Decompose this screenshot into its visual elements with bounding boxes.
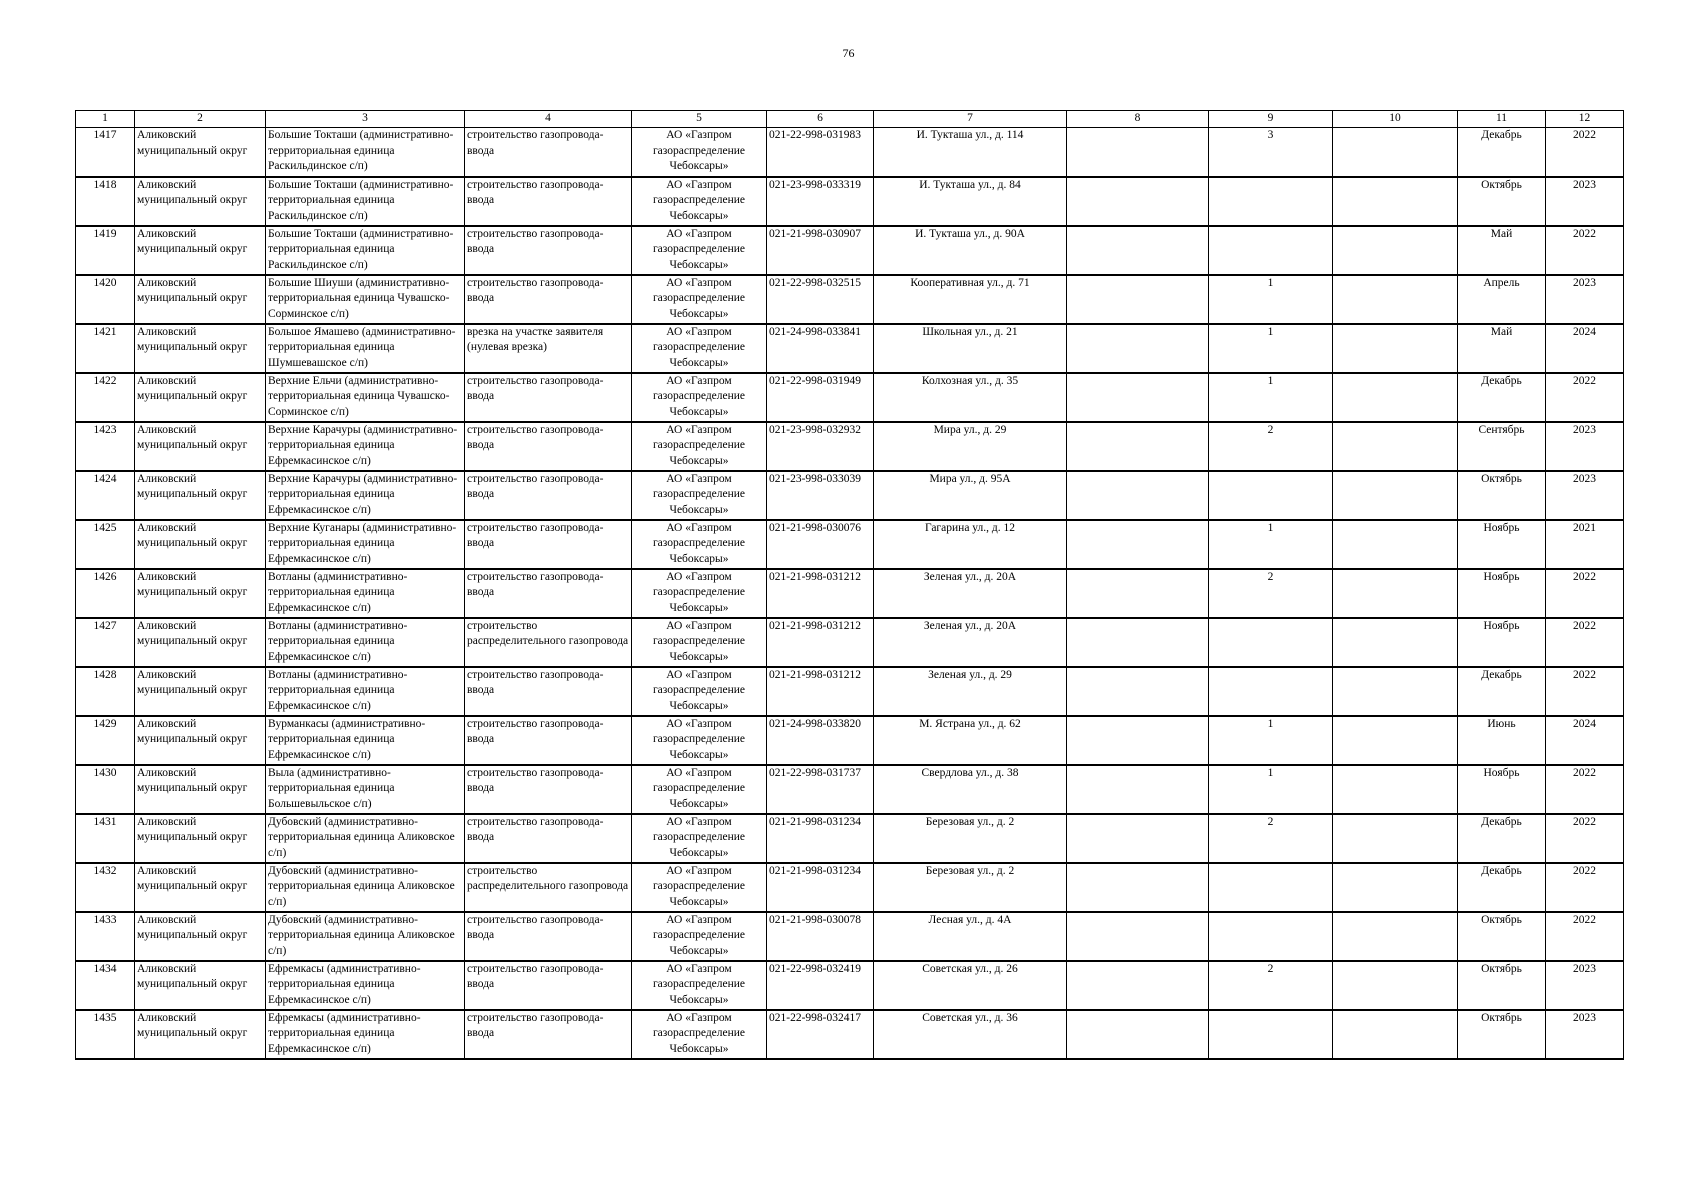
settlement-cell: Большое Ямашево (административно-территориальная единица Шумшевашское с/п) <box>266 324 465 373</box>
row-number-cell: 1424 <box>76 471 135 520</box>
organization-cell: АО «Газпром газораспределение Чебоксары» <box>632 128 767 177</box>
column-8-cell <box>1067 814 1209 863</box>
table-header <box>76 111 1624 128</box>
column-9-cell: 1 <box>1209 373 1333 422</box>
month-cell: Декабрь <box>1458 667 1546 716</box>
settlement-cell: Ефремкасы (административно-территориальная единица Ефремкасинское с/п) <box>266 1010 465 1059</box>
municipality-cell: Аликовский муниципальный округ <box>135 422 266 471</box>
row-number-cell: 1429 <box>76 716 135 765</box>
column-header-10: 10 <box>1333 111 1458 128</box>
column-9-cell: 1 <box>1209 520 1333 569</box>
table-row <box>76 569 1624 618</box>
column-header-8: 8 <box>1067 111 1209 128</box>
month-cell: Апрель <box>1458 275 1546 324</box>
column-8-cell <box>1067 177 1209 226</box>
column-9-cell: 3 <box>1209 128 1333 177</box>
settlement-cell: Большие Токташи (административно-территориальная единица Раскильдинское с/п) <box>266 128 465 177</box>
work-type-cell: строительство газопровода-ввода <box>465 569 632 618</box>
month-cell: Май <box>1458 226 1546 275</box>
month-cell: Октябрь <box>1458 912 1546 961</box>
organization-cell: АО «Газпром газораспределение Чебоксары» <box>632 471 767 520</box>
table-row <box>76 324 1624 373</box>
column-10-cell <box>1333 422 1458 471</box>
column-10-cell <box>1333 716 1458 765</box>
settlement-cell: Верхние Карачуры (административно-территориальная единица Ефремкасинское с/п) <box>266 471 465 520</box>
year-cell: 2024 <box>1546 716 1624 765</box>
work-type-cell: строительство газопровода-ввода <box>465 471 632 520</box>
organization-cell: АО «Газпром газораспределение Чебоксары» <box>632 226 767 275</box>
settlement-cell: Верхние Ельчи (административно-территориальная единица Чувашско-Сорминское с/п) <box>266 373 465 422</box>
column-header-12: 12 <box>1546 111 1624 128</box>
address-cell: М. Ястрана ул., д. 62 <box>874 716 1067 765</box>
year-cell: 2022 <box>1546 667 1624 716</box>
municipality-cell: Аликовский муниципальный округ <box>135 177 266 226</box>
organization-cell: АО «Газпром газораспределение Чебоксары» <box>632 618 767 667</box>
application-number-cell: 021-21-998-031234 <box>767 814 874 863</box>
work-type-cell: строительство газопровода-ввода <box>465 814 632 863</box>
municipality-cell: Аликовский муниципальный округ <box>135 618 266 667</box>
row-number-cell: 1425 <box>76 520 135 569</box>
row-number-cell: 1432 <box>76 863 135 912</box>
column-9-cell: 2 <box>1209 569 1333 618</box>
application-number-cell: 021-23-998-032932 <box>767 422 874 471</box>
address-cell: Березовая ул., д. 2 <box>874 814 1067 863</box>
row-number-cell: 1428 <box>76 667 135 716</box>
application-number-cell: 021-22-998-031737 <box>767 765 874 814</box>
column-9-cell <box>1209 912 1333 961</box>
work-type-cell: строительство газопровода-ввода <box>465 422 632 471</box>
column-10-cell <box>1333 618 1458 667</box>
year-cell: 2022 <box>1546 618 1624 667</box>
column-header-9: 9 <box>1209 111 1333 128</box>
row-number-cell: 1422 <box>76 373 135 422</box>
address-cell: Мира ул., д. 29 <box>874 422 1067 471</box>
column-9-cell: 1 <box>1209 324 1333 373</box>
table-row <box>76 765 1624 814</box>
table-row <box>76 471 1624 520</box>
table-row <box>76 373 1624 422</box>
year-cell: 2023 <box>1546 961 1624 1010</box>
work-type-cell: строительство газопровода-ввода <box>465 275 632 324</box>
settlement-cell: Выла (административно-территориальная единица Большевыльское с/п) <box>266 765 465 814</box>
organization-cell: АО «Газпром газораспределение Чебоксары» <box>632 422 767 471</box>
work-type-cell: строительство газопровода-ввода <box>465 667 632 716</box>
month-cell: Май <box>1458 324 1546 373</box>
organization-cell: АО «Газпром газораспределение Чебоксары» <box>632 814 767 863</box>
application-number-cell: 021-22-998-031949 <box>767 373 874 422</box>
organization-cell: АО «Газпром газораспределение Чебоксары» <box>632 716 767 765</box>
address-cell: Лесная ул., д. 4А <box>874 912 1067 961</box>
column-8-cell <box>1067 569 1209 618</box>
column-header-1: 1 <box>76 111 135 128</box>
application-number-cell: 021-24-998-033820 <box>767 716 874 765</box>
column-header-11: 11 <box>1458 111 1546 128</box>
organization-cell: АО «Газпром газораспределение Чебоксары» <box>632 373 767 422</box>
column-9-cell <box>1209 618 1333 667</box>
address-cell: И. Тукташа ул., д. 84 <box>874 177 1067 226</box>
organization-cell: АО «Газпром газораспределение Чебоксары» <box>632 1010 767 1059</box>
column-8-cell <box>1067 324 1209 373</box>
settlement-cell: Дубовский (административно-территориальная единица Аликовское с/п) <box>266 912 465 961</box>
column-header-3: 3 <box>266 111 465 128</box>
year-cell: 2022 <box>1546 863 1624 912</box>
row-number-cell: 1418 <box>76 177 135 226</box>
table-row <box>76 961 1624 1010</box>
application-number-cell: 021-21-998-031212 <box>767 667 874 716</box>
column-header-4: 4 <box>465 111 632 128</box>
table-row <box>76 1010 1624 1059</box>
work-type-cell: строительство газопровода-ввода <box>465 912 632 961</box>
column-9-cell <box>1209 226 1333 275</box>
table-row <box>76 667 1624 716</box>
year-cell: 2022 <box>1546 128 1624 177</box>
year-cell: 2022 <box>1546 569 1624 618</box>
column-9-cell: 2 <box>1209 814 1333 863</box>
municipality-cell: Аликовский муниципальный округ <box>135 471 266 520</box>
column-8-cell <box>1067 716 1209 765</box>
organization-cell: АО «Газпром газораспределение Чебоксары» <box>632 667 767 716</box>
work-type-cell: строительство газопровода-ввода <box>465 520 632 569</box>
application-number-cell: 021-22-998-031983 <box>767 128 874 177</box>
settlement-cell: Верхние Куганары (административно-территориальная единица Ефремкасинское с/п) <box>266 520 465 569</box>
address-cell: Зеленая ул., д. 20А <box>874 569 1067 618</box>
address-cell: Мира ул., д. 95А <box>874 471 1067 520</box>
month-cell: Октябрь <box>1458 1010 1546 1059</box>
table-row <box>76 618 1624 667</box>
year-cell: 2022 <box>1546 912 1624 961</box>
municipality-cell: Аликовский муниципальный округ <box>135 569 266 618</box>
application-number-cell: 021-22-998-032515 <box>767 275 874 324</box>
municipality-cell: Аликовский муниципальный округ <box>135 226 266 275</box>
row-number-cell: 1423 <box>76 422 135 471</box>
municipality-cell: Аликовский муниципальный округ <box>135 275 266 324</box>
column-8-cell <box>1067 422 1209 471</box>
column-8-cell <box>1067 667 1209 716</box>
column-9-cell: 2 <box>1209 422 1333 471</box>
application-number-cell: 021-21-998-031212 <box>767 569 874 618</box>
table-row <box>76 814 1624 863</box>
column-8-cell <box>1067 765 1209 814</box>
settlement-cell: Дубовский (административно-территориальная единица Аликовское с/п) <box>266 814 465 863</box>
work-type-cell: врезка на участке заявителя (нулевая врезка) <box>465 324 632 373</box>
application-number-cell: 021-21-998-031234 <box>767 863 874 912</box>
settlement-cell: Дубовский (административно-территориальная единица Аликовское с/п) <box>266 863 465 912</box>
table-row <box>76 912 1624 961</box>
application-number-cell: 021-22-998-032417 <box>767 1010 874 1059</box>
year-cell: 2021 <box>1546 520 1624 569</box>
work-type-cell: строительство газопровода-ввода <box>465 765 632 814</box>
month-cell: Декабрь <box>1458 373 1546 422</box>
column-9-cell <box>1209 667 1333 716</box>
column-10-cell <box>1333 863 1458 912</box>
municipality-cell: Аликовский муниципальный округ <box>135 1010 266 1059</box>
column-10-cell <box>1333 912 1458 961</box>
month-cell: Июнь <box>1458 716 1546 765</box>
organization-cell: АО «Газпром газораспределение Чебоксары» <box>632 520 767 569</box>
table-row <box>76 275 1624 324</box>
column-header-5: 5 <box>632 111 767 128</box>
address-cell: Зеленая ул., д. 20А <box>874 618 1067 667</box>
row-number-cell: 1419 <box>76 226 135 275</box>
month-cell: Ноябрь <box>1458 618 1546 667</box>
column-10-cell <box>1333 177 1458 226</box>
organization-cell: АО «Газпром газораспределение Чебоксары» <box>632 275 767 324</box>
column-9-cell: 1 <box>1209 765 1333 814</box>
month-cell: Сентябрь <box>1458 422 1546 471</box>
work-type-cell: строительство газопровода-ввода <box>465 226 632 275</box>
municipality-cell: Аликовский муниципальный округ <box>135 128 266 177</box>
organization-cell: АО «Газпром газораспределение Чебоксары» <box>632 765 767 814</box>
month-cell: Декабрь <box>1458 863 1546 912</box>
year-cell: 2022 <box>1546 814 1624 863</box>
municipality-cell: Аликовский муниципальный округ <box>135 814 266 863</box>
application-number-cell: 021-21-998-030907 <box>767 226 874 275</box>
column-10-cell <box>1333 324 1458 373</box>
month-cell: Октябрь <box>1458 471 1546 520</box>
settlement-cell: Большие Шиуши (административно-территориальная единица Чувашско-Сорминское с/п) <box>266 275 465 324</box>
month-cell: Октябрь <box>1458 177 1546 226</box>
column-8-cell <box>1067 373 1209 422</box>
application-number-cell: 021-21-998-030078 <box>767 912 874 961</box>
column-8-cell <box>1067 618 1209 667</box>
application-number-cell: 021-24-998-033841 <box>767 324 874 373</box>
address-cell: Школьная ул., д. 21 <box>874 324 1067 373</box>
column-9-cell: 1 <box>1209 275 1333 324</box>
data-table <box>75 110 1624 1060</box>
column-9-cell <box>1209 471 1333 520</box>
column-8-cell <box>1067 863 1209 912</box>
column-8-cell <box>1067 912 1209 961</box>
settlement-cell: Ефремкасы (административно-территориальная единица Ефремкасинское с/п) <box>266 961 465 1010</box>
page-number: 76 <box>842 46 855 60</box>
table-row <box>76 863 1624 912</box>
column-10-cell <box>1333 520 1458 569</box>
municipality-cell: Аликовский муниципальный округ <box>135 520 266 569</box>
month-cell: Декабрь <box>1458 128 1546 177</box>
column-10-cell <box>1333 128 1458 177</box>
municipality-cell: Аликовский муниципальный округ <box>135 667 266 716</box>
year-cell: 2022 <box>1546 373 1624 422</box>
column-9-cell: 2 <box>1209 961 1333 1010</box>
row-number-cell: 1420 <box>76 275 135 324</box>
organization-cell: АО «Газпром газораспределение Чебоксары» <box>632 863 767 912</box>
address-cell: И. Тукташа ул., д. 90А <box>874 226 1067 275</box>
year-cell: 2023 <box>1546 275 1624 324</box>
column-8-cell <box>1067 226 1209 275</box>
municipality-cell: Аликовский муниципальный округ <box>135 912 266 961</box>
settlement-cell: Большие Токташи (административно-территориальная единица Раскильдинское с/п) <box>266 177 465 226</box>
column-10-cell <box>1333 814 1458 863</box>
work-type-cell: строительство газопровода-ввода <box>465 961 632 1010</box>
settlement-cell: Вотланы (административно-территориальная единица Ефремкасинское с/п) <box>266 667 465 716</box>
year-cell: 2023 <box>1546 1010 1624 1059</box>
work-type-cell: строительство газопровода-ввода <box>465 716 632 765</box>
column-8-cell <box>1067 128 1209 177</box>
column-10-cell <box>1333 1010 1458 1059</box>
column-9-cell: 1 <box>1209 716 1333 765</box>
municipality-cell: Аликовский муниципальный округ <box>135 961 266 1010</box>
work-type-cell: строительство распределительного газопровода <box>465 618 632 667</box>
organization-cell: АО «Газпром газораспределение Чебоксары» <box>632 324 767 373</box>
settlement-cell: Большие Токташи (административно-территориальная единица Раскильдинское с/п) <box>266 226 465 275</box>
organization-cell: АО «Газпром газораспределение Чебоксары» <box>632 569 767 618</box>
address-cell: Кооперативная ул., д. 71 <box>874 275 1067 324</box>
month-cell: Декабрь <box>1458 814 1546 863</box>
table-row <box>76 128 1624 177</box>
column-10-cell <box>1333 471 1458 520</box>
column-header-6: 6 <box>767 111 874 128</box>
table-row <box>76 422 1624 471</box>
column-8-cell <box>1067 1010 1209 1059</box>
work-type-cell: строительство распределительного газопровода <box>465 863 632 912</box>
settlement-cell: Верхние Карачуры (административно-территориальная единица Ефремкасинское с/п) <box>266 422 465 471</box>
row-number-cell: 1434 <box>76 961 135 1010</box>
address-cell: Свердлова ул., д. 38 <box>874 765 1067 814</box>
column-8-cell <box>1067 471 1209 520</box>
column-8-cell <box>1067 961 1209 1010</box>
organization-cell: АО «Газпром газораспределение Чебоксары» <box>632 177 767 226</box>
row-number-cell: 1427 <box>76 618 135 667</box>
application-number-cell: 021-21-998-031212 <box>767 618 874 667</box>
row-number-cell: 1430 <box>76 765 135 814</box>
year-cell: 2022 <box>1546 765 1624 814</box>
work-type-cell: строительство газопровода-ввода <box>465 1010 632 1059</box>
application-number-cell: 021-23-998-033319 <box>767 177 874 226</box>
municipality-cell: Аликовский муниципальный округ <box>135 324 266 373</box>
table-row <box>76 226 1624 275</box>
column-9-cell <box>1209 863 1333 912</box>
table-row <box>76 177 1624 226</box>
row-number-cell: 1417 <box>76 128 135 177</box>
application-number-cell: 021-22-998-032419 <box>767 961 874 1010</box>
column-8-cell <box>1067 520 1209 569</box>
row-number-cell: 1435 <box>76 1010 135 1059</box>
column-10-cell <box>1333 961 1458 1010</box>
year-cell: 2024 <box>1546 324 1624 373</box>
address-cell: Зеленая ул., д. 29 <box>874 667 1067 716</box>
row-number-cell: 1433 <box>76 912 135 961</box>
month-cell: Октябрь <box>1458 961 1546 1010</box>
application-number-cell: 021-21-998-030076 <box>767 520 874 569</box>
column-8-cell <box>1067 275 1209 324</box>
year-cell: 2023 <box>1546 471 1624 520</box>
address-cell: Колхозная ул., д. 35 <box>874 373 1067 422</box>
column-9-cell <box>1209 1010 1333 1059</box>
organization-cell: АО «Газпром газораспределение Чебоксары» <box>632 961 767 1010</box>
column-10-cell <box>1333 765 1458 814</box>
table-row <box>76 716 1624 765</box>
municipality-cell: Аликовский муниципальный округ <box>135 373 266 422</box>
column-10-cell <box>1333 667 1458 716</box>
work-type-cell: строительство газопровода-ввода <box>465 177 632 226</box>
address-cell: Березовая ул., д. 2 <box>874 863 1067 912</box>
table-body <box>76 128 1624 1059</box>
month-cell: Ноябрь <box>1458 765 1546 814</box>
column-header-7: 7 <box>874 111 1067 128</box>
row-number-cell: 1426 <box>76 569 135 618</box>
column-10-cell <box>1333 373 1458 422</box>
address-cell: Советская ул., д. 26 <box>874 961 1067 1010</box>
month-cell: Ноябрь <box>1458 520 1546 569</box>
municipality-cell: Аликовский муниципальный округ <box>135 765 266 814</box>
year-cell: 2023 <box>1546 422 1624 471</box>
header-row <box>76 111 1624 128</box>
table-row <box>76 520 1624 569</box>
column-9-cell <box>1209 177 1333 226</box>
address-cell: Гагарина ул., д. 12 <box>874 520 1067 569</box>
address-cell: И. Тукташа ул., д. 114 <box>874 128 1067 177</box>
work-type-cell: строительство газопровода-ввода <box>465 373 632 422</box>
column-10-cell <box>1333 569 1458 618</box>
column-10-cell <box>1333 226 1458 275</box>
row-number-cell: 1431 <box>76 814 135 863</box>
settlement-cell: Вотланы (административно-территориальная единица Ефремкасинское с/п) <box>266 618 465 667</box>
application-number-cell: 021-23-998-033039 <box>767 471 874 520</box>
address-cell: Советская ул., д. 36 <box>874 1010 1067 1059</box>
settlement-cell: Вурманкасы (административно-территориальная единица Ефремкасинское с/п) <box>266 716 465 765</box>
organization-cell: АО «Газпром газораспределение Чебоксары» <box>632 912 767 961</box>
row-number-cell: 1421 <box>76 324 135 373</box>
year-cell: 2023 <box>1546 177 1624 226</box>
column-header-2: 2 <box>135 111 266 128</box>
municipality-cell: Аликовский муниципальный округ <box>135 716 266 765</box>
settlement-cell: Вотланы (административно-территориальная единица Ефремкасинское с/п) <box>266 569 465 618</box>
municipality-cell: Аликовский муниципальный округ <box>135 863 266 912</box>
month-cell: Ноябрь <box>1458 569 1546 618</box>
work-type-cell: строительство газопровода-ввода <box>465 128 632 177</box>
year-cell: 2022 <box>1546 226 1624 275</box>
column-10-cell <box>1333 275 1458 324</box>
